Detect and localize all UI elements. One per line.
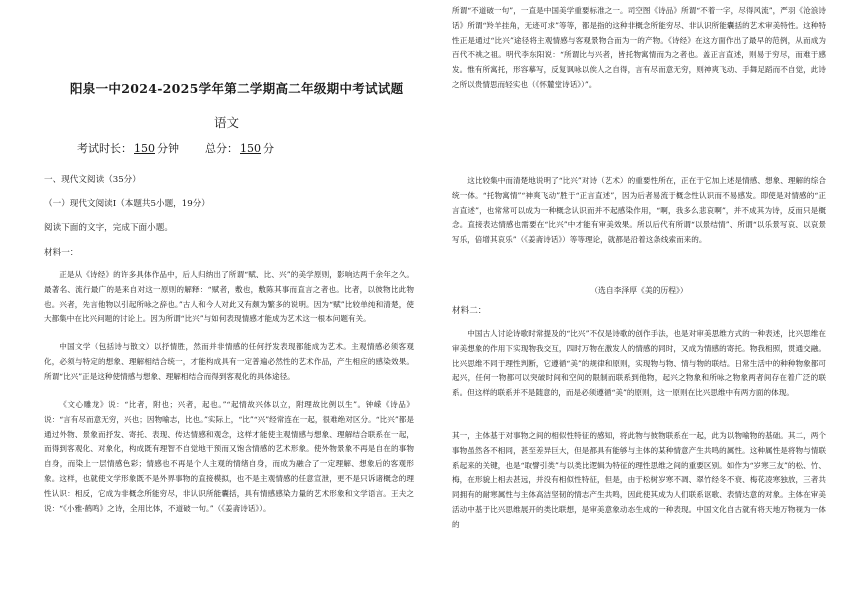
left-paragraph-1: 正是从《诗经》的许多具体作品中，后人归纳出了所谓“赋、比、兴”的美学原则，影响达两千余年之久。最著名、流行最广的是来自对这一原则的解释：“赋者，敷也，敷陈其事而直言之者也。比者，以彼物比此物也。兴者，先言他物以引起所咏之辞也。”古人和今人对此又有颇为繁多的说明。因为“赋”比较单纯和清楚，使大都集中在比兴问题的讨论上。因为所谓“比兴”与如何表现情感才能成为艺术这一根本问题有关。 [44, 270, 414, 324]
section-heading: 一、现代文阅读（35分） [44, 175, 141, 185]
time-unit: 分钟 [157, 142, 179, 155]
material-two-label: 材料二： [452, 306, 487, 316]
score-value: 150 [240, 142, 261, 155]
time-label: 考试时长： [77, 142, 132, 155]
subsection-heading: （一）现代文阅读Ⅰ（本题共5小题，19分） [44, 199, 210, 209]
score-unit: 分 [263, 142, 274, 155]
exam-meta [77, 140, 274, 156]
source-citation: （选自李泽厚《美的历程》） [590, 286, 688, 295]
right-paragraph-1: 所谓“不道破一句”，一直是中国美学重要标准之一。司空图《诗品》所谓“不着一字，尽得风流”，严羽《沧浪诗话》所谓“羚羊挂角，无迹可求”等等，都是指的这种非概念所能穷尽、非认识所能囊括的艺术审美特性。这种特性正是通过“比兴”途径将主观情感与客观景物合而为一的产物。《诗经》在这方面作出了最早的范例，从而成为百代不祧之祖。明代李东阳说：“所谓比与兴者，皆托物寓情而为之者也。盖正言直述，则易于穷尽，而难于感发。惟有所寓托，形容摹写，反复讽咏以俟人之自得，言有尽而意无穷，则神爽飞动、手舞足蹈而不自觉，此诗之所以贵情思而轻实也（《怀麓堂诗话》）”。 [452, 6, 826, 89]
right-paragraph-4: 其一，主体基于对事物之间的相似性特征的感知，将此物与彼物联系在一起，此为以物喻物的基础。其二，两个事物虽然各不相同，甚至差异巨大，但是都具有能够与主体的某种情意产生共鸣的属性。这种属性是将物与情联系起来的关键，也是“取譬引类”与以类比逻辑为特征的理性思维之间的重要区别。如作为“岁寒三友”的松、竹、梅，在形貌上相去甚远，并没有相似性特征，但是，由于松树岁寒不凋、翠竹经冬不衰、梅花凌寒独放，三者共同拥有的耐寒属性与主体高洁坚韧的情志产生共鸣，因此使其成为人们联系讴歌、表情达意的对象。主体在审美活动中基于比兴思维展开的类比联想，是审美意象动态生成的一种表现。中国文化自古就有将天地万物视为一体的 [452, 431, 826, 529]
left-paragraph-3: 《文心雕龙》说：“比者，附也；兴者，起也。”“起情故兴体以立，附理故比例以生”。钟嵘《诗品》说：“言有尽而意无穷，兴也；因物喻志，比也。”实际上，“比”“兴”经常连在一起，很难绝对区分。“比兴”都是通过外物、景象而抒发、寄托、表现、传达情感和观念，这样才能使主观情感与想象、理解结合联系在一起，而得到客观化、对象化，构成既有理智不自觉地干预而又饱含情感的艺术形象。使外物景象不再是自在的事物自身，而染上一层情感色彩；情感也不再是个人主观的情绪自身，而成为融合了一定理解、想象后的客观形象。这样，也就使文学形象既不是外界事物的直接模拟，也不是主观情感的任意宣泄，更不是只诉诸概念的理性认识：相反，它成为非概念所能穷尽，非认识所能囊括，具有情感感染力量的艺术形象和文学语言。王夫之说：“《小雅·鹤鸣》之诗，全用比体，不道破一句。”（《姜斋诗话》）。 [44, 400, 414, 513]
score-label: 总分： [205, 142, 238, 155]
material-one-label: 材料一： [44, 248, 79, 258]
left-paragraph-2: 中国文学（包括诗与散文）以抒情胜，然而并非情感的任何抒发表现都能成为艺术。主观情感必须客观化，必须与特定的想象、理解相结合统一，才能构成具有一定普遍必然性的艺术作品，产生相应的感染效果。所谓“比兴”正是这种使情感与想象、理解相结合而得到客观化的具体途径。 [44, 342, 414, 381]
right-paragraph-2: 这比较集中而清楚地说明了“比兴”对诗（艺术）的重要性所在，正在于它加上述是情感、想象、理解的综合统一体。“托物寓情”“神爽飞动”胜于“正言直述”，因为后者易流于概念性认识而不易感发。即使是对情感的“正言直述”，也常常可以成为一种概念认识而并不起感染作用，“啊，我多么悲哀啊”，并不成其为诗，反而只是概念。直接表达情感也需要在“比兴”中才能有审美效果。所以后代有所谓“以景结情”、所谓“以乐景写哀、以哀景写乐，倍增其哀乐”（《姜斋诗话》）等等理论，就都是沿着这条线索而来的。 [452, 176, 826, 245]
right-paragraph-3: 中国古人讨论诗歌时常提及的“比兴”不仅是诗歌的创作手法，也是对审美思维方式的一种表述，比兴思维在审美想象的作用下实现物我交互，四时万物在激发人的情感的同时，又成为情感的寄托。物我相照，贯通交融。比兴思维不同于理性判断，它遵循“美”的规律和原则，实现物与物、情与物的联结。日常生活中的种种物象都可起兴，任何一物都可以突破时间和空间的限制而联系到他物，起兴之物象和所咏之物象两者间存在着广泛的联系。但这样的联系并不是随意的，而是必须遵循“美”的原则，这一原则在比兴思维中有两方面的体现。 [452, 329, 826, 398]
time-value: 150 [134, 142, 155, 155]
subject-heading: 语文 [214, 115, 240, 130]
exam-title: 阳泉一中2024-2025学年第二学期高二年级期中考试试题 [70, 81, 404, 96]
instruction-text: 阅读下面的文字，完成下面小题。 [44, 223, 173, 233]
